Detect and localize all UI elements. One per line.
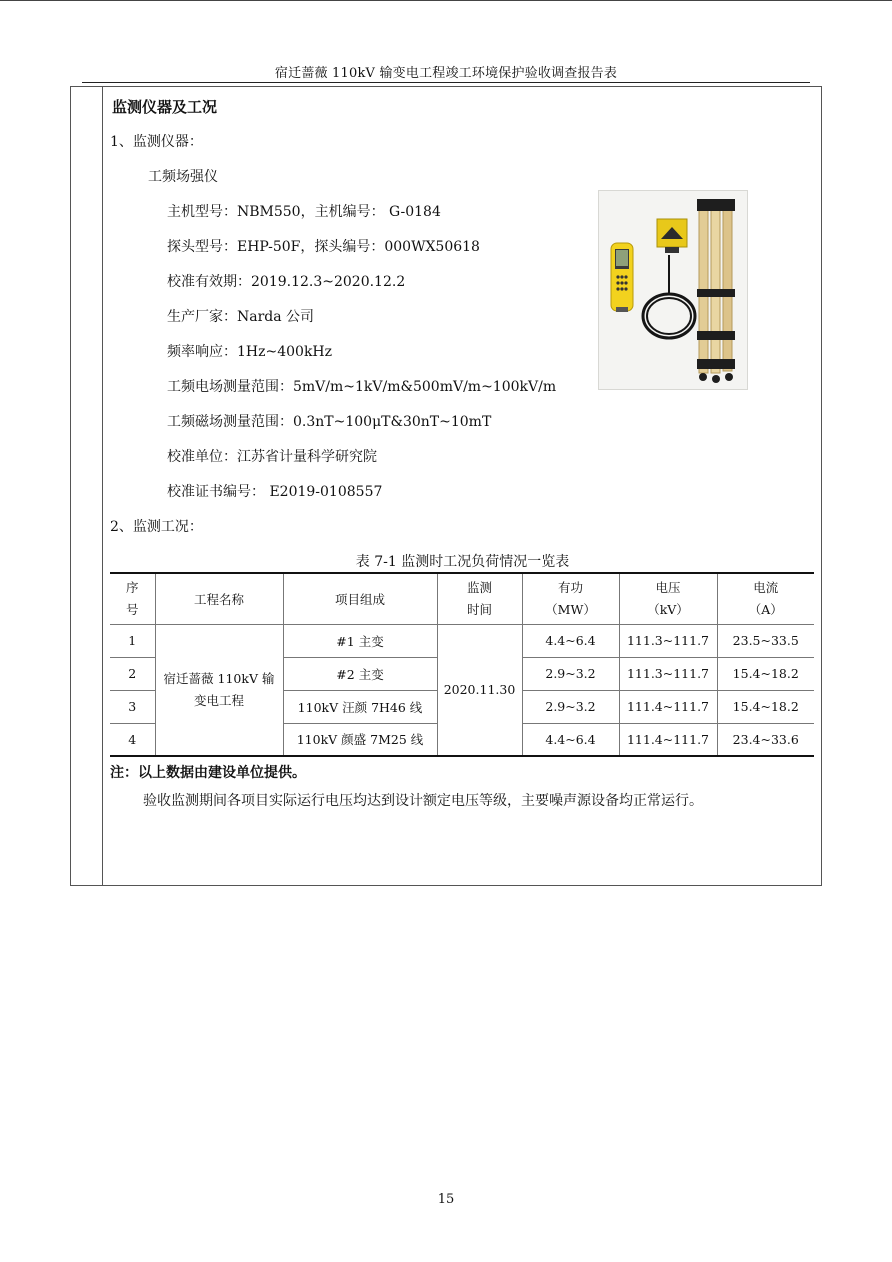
top-rule: [0, 0, 892, 1]
cell-current: 23.4~33.6: [717, 723, 814, 756]
header-voltage: 电压 （kV）: [619, 573, 717, 624]
subsection-instruments: 1、监测仪器：: [110, 134, 203, 150]
table-header-row: [110, 573, 814, 624]
running-header: 宿迁蔷薇 110kV 输变电工程竣工环境保护验收调查报告表: [274, 66, 618, 81]
table-row: [110, 624, 814, 657]
cell-power: 4.4~6.4: [522, 624, 619, 657]
instrument-photo: [598, 190, 748, 390]
cell-voltage: 111.3~111.7: [619, 624, 717, 657]
spec-line: 工频电场测量范围：5mV/m~1kV/m&500mV/m~100kV/m: [167, 379, 557, 395]
spec-line: 主机型号：NBM550，主机编号： G-0184: [167, 204, 441, 220]
spec-line: 生产厂家：Narda 公司: [167, 309, 315, 325]
page-number: 15: [437, 1192, 455, 1207]
cell-no: 4: [110, 723, 155, 756]
header-project: 工程名称: [155, 573, 283, 624]
spec-line: 校准有效期：2019.12.3~2020.12.2: [167, 274, 406, 290]
cell-no: 2: [110, 657, 155, 690]
summary-paragraph: 验收监测期间各项目实际运行电压均达到设计额定电压等级，主要噪声源设备均正常运行。: [143, 793, 703, 809]
cell-current: 15.4~18.2: [717, 657, 814, 690]
cell-voltage: 111.4~111.7: [619, 690, 717, 723]
instrument-photo-icon: [599, 191, 747, 389]
header-time: 监测 时间: [437, 573, 522, 624]
cell-power: 2.9~3.2: [522, 657, 619, 690]
cell-power: 2.9~3.2: [522, 690, 619, 723]
section-title: 监测仪器及工况: [112, 98, 218, 116]
spec-line: 探头型号：EHP-50F，探头编号：000WX50618: [167, 239, 480, 255]
cell-power: 4.4~6.4: [522, 723, 619, 756]
table-note: 注：以上数据由建设单位提供。: [110, 765, 306, 781]
header-no: 序 号: [110, 573, 155, 624]
spec-line: 校准单位：江苏省计量科学研究院: [167, 449, 377, 465]
cell-current: 15.4~18.2: [717, 690, 814, 723]
frame-inner-line: [102, 86, 103, 886]
cell-component: 110kV 颜盛 7M25 线: [283, 723, 437, 756]
cell-voltage: 111.3~111.7: [619, 657, 717, 690]
cell-voltage: 111.4~111.7: [619, 723, 717, 756]
load-table: [110, 572, 814, 757]
header-rule: [82, 82, 810, 83]
cell-no: 3: [110, 690, 155, 723]
cell-component: #2 主变: [283, 657, 437, 690]
cell-current: 23.5~33.5: [717, 624, 814, 657]
spec-line: 频率响应：1Hz~400kHz: [167, 344, 333, 360]
header-component: 项目组成: [283, 573, 437, 624]
cell-component: 110kV 汪颜 7H46 线: [283, 690, 437, 723]
cell-no: 1: [110, 624, 155, 657]
cell-component: #1 主变: [283, 624, 437, 657]
subsection-conditions: 2、监测工况：: [110, 519, 203, 535]
cell-project-name: 宿迁蔷薇 110kV 输 变电工程: [155, 624, 283, 756]
cell-monitor-date: 2020.11.30: [437, 624, 522, 756]
header-power: 有功 （MW）: [522, 573, 619, 624]
table-caption: 表 7-1 监测时工况负荷情况一览表: [355, 554, 570, 570]
instrument-name: 工频场强仪: [148, 169, 218, 185]
spec-line: 工频磁场测量范围：0.3nT~100μT&30nT~10mT: [167, 414, 492, 430]
spec-line: 校准证书编号： E2019-0108557: [167, 484, 383, 500]
header-current: 电流 （A）: [717, 573, 814, 624]
